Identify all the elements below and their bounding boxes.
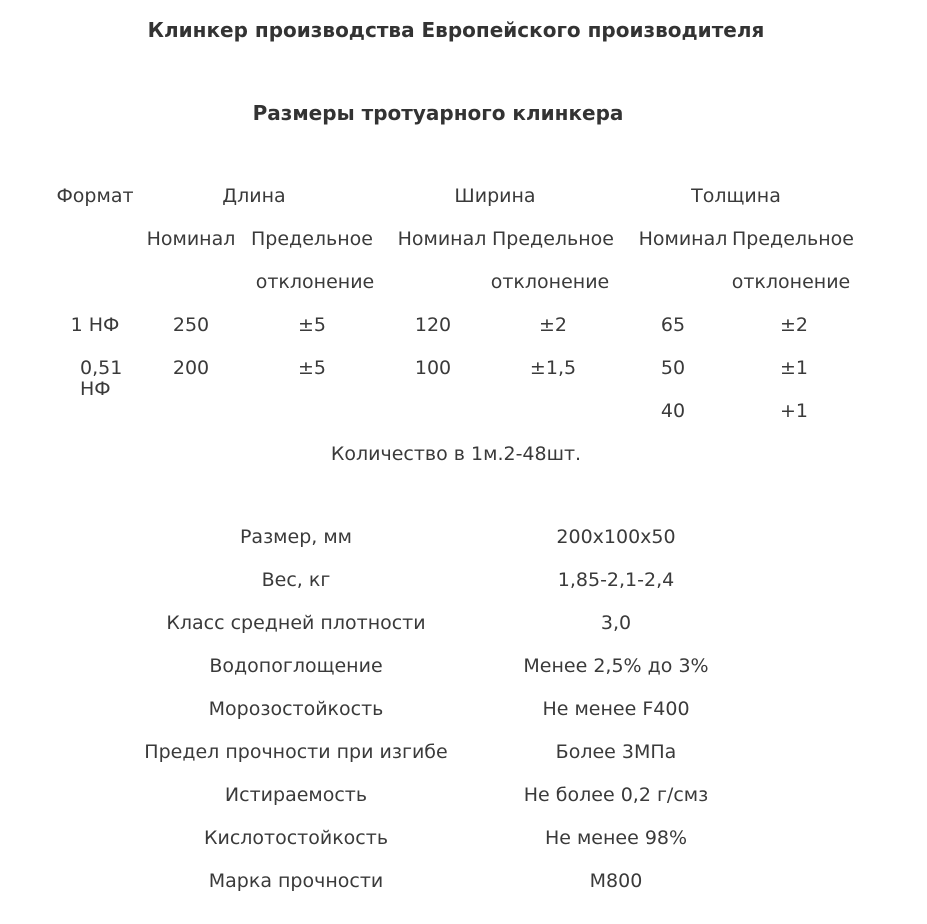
page-title: Клинкер производства Европейского производителя: [147, 18, 765, 42]
row3-thickness-nominal: 40: [660, 400, 686, 422]
spec-label-strength-grade: Марка прочности: [208, 870, 384, 892]
row2-format: 0,51 НФ: [80, 357, 123, 400]
row2-width-nominal: 100: [414, 357, 452, 379]
header-width-deviation-1: Предельное: [492, 228, 614, 250]
spec-label-size: Размер, мм: [239, 526, 353, 548]
header-width-deviation-2: отклонение: [490, 271, 610, 293]
header-thickness-nominal: Номинал: [638, 228, 728, 250]
spec-label-bending-strength: Предел прочности при изгибе: [144, 741, 448, 763]
spec-value-strength-grade: М800: [589, 870, 643, 892]
spec-label-acid-resistance: Кислотостойкость: [203, 827, 389, 849]
header-format: Формат: [56, 185, 134, 207]
spec-label-abrasion: Истираемость: [224, 784, 368, 806]
header-width: Ширина: [454, 185, 536, 207]
row2-length-deviation: ±5: [297, 357, 327, 379]
spec-value-water-absorption: Менее 2,5% до 3%: [523, 655, 709, 677]
header-thickness-deviation-1: Предельное: [732, 228, 854, 250]
spec-label-weight: Вес, кг: [261, 569, 331, 591]
spec-value-size: 200x100x50: [556, 526, 676, 548]
row2-length-nominal: 200: [172, 357, 210, 379]
quantity-per-sqm: Количество в 1м.2-48шт.: [330, 443, 582, 465]
row3-thickness-deviation: +1: [779, 400, 809, 422]
header-thickness-deviation-2: отклонение: [731, 271, 851, 293]
spec-label-frost-resistance: Морозостойкость: [208, 698, 384, 720]
spec-label-water-absorption: Водопоглощение: [209, 655, 383, 677]
row2-thickness-nominal: 50: [660, 357, 686, 379]
spec-label-density-class: Класс средней плотности: [166, 612, 426, 634]
row2-thickness-deviation: ±1: [779, 357, 809, 379]
spec-value-bending-strength: Более 3МПа: [555, 741, 677, 763]
row1-thickness-deviation: ±2: [779, 314, 809, 336]
spec-value-abrasion: Не более 0,2 г/смз: [523, 784, 709, 806]
spec-value-weight: 1,85-2,1-2,4: [557, 569, 675, 591]
header-length-deviation-2: отклонение: [255, 271, 375, 293]
spec-value-frost-resistance: Не менее F400: [542, 698, 690, 720]
header-length-nominal: Номинал: [146, 228, 236, 250]
header-length: Длина: [222, 185, 286, 207]
header-thickness: Толщина: [691, 185, 781, 207]
spec-value-acid-resistance: Не менее 98%: [544, 827, 688, 849]
section-title: Размеры тротуарного клинкера: [252, 101, 624, 125]
header-width-nominal: Номинал: [397, 228, 487, 250]
row1-width-deviation: ±2: [538, 314, 568, 336]
row1-length-nominal: 250: [172, 314, 210, 336]
row1-format: 1 НФ: [70, 314, 120, 336]
spec-value-density-class: 3,0: [600, 612, 632, 634]
row1-width-nominal: 120: [414, 314, 452, 336]
row2-width-deviation: ±1,5: [529, 357, 577, 379]
row1-thickness-nominal: 65: [660, 314, 686, 336]
row1-length-deviation: ±5: [297, 314, 327, 336]
header-length-deviation-1: Предельное: [251, 228, 373, 250]
